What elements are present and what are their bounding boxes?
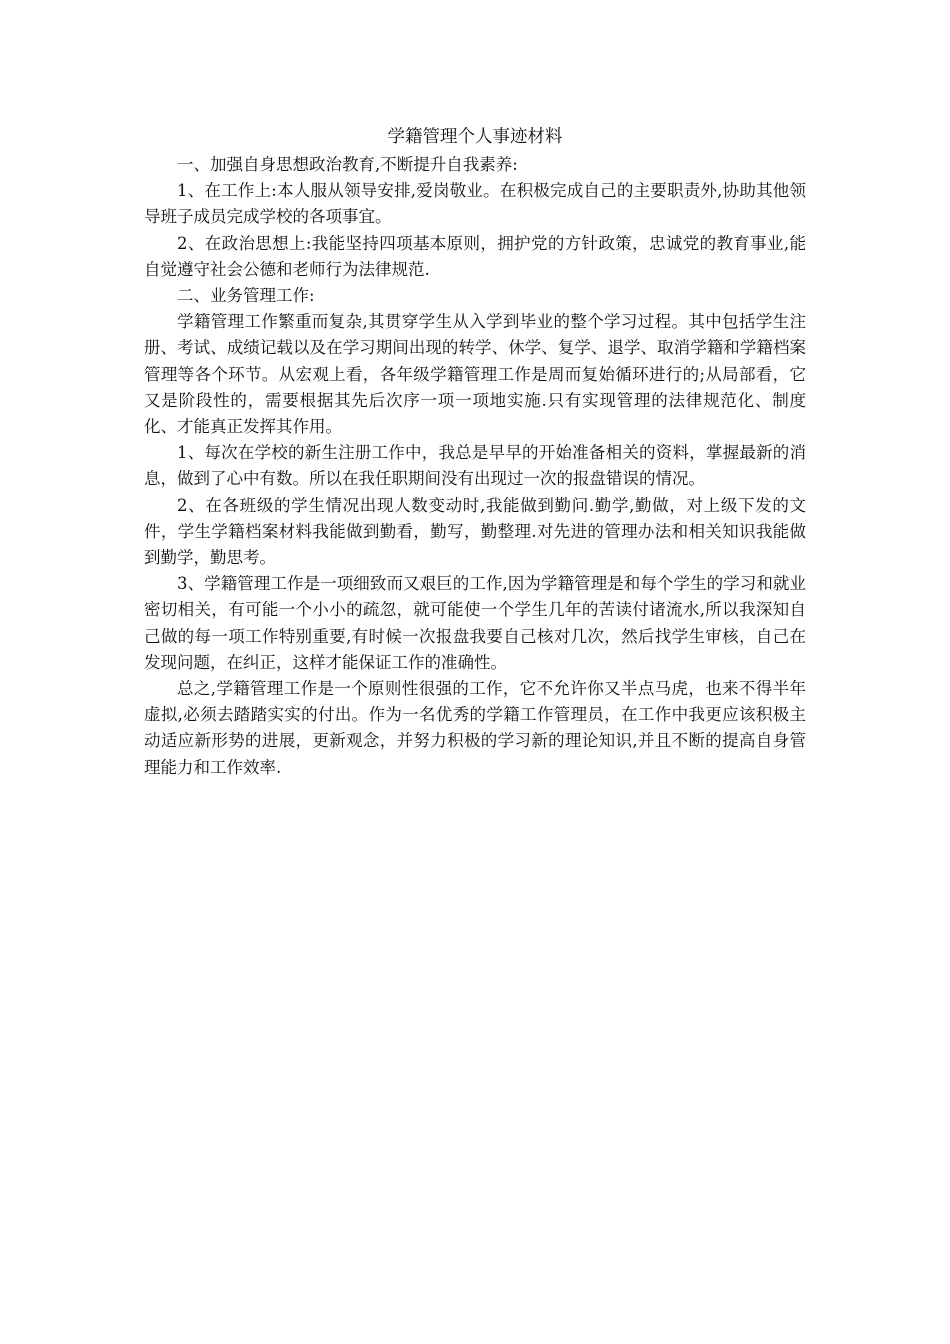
paragraph-section-2-heading: 二、业务管理工作: <box>177 286 315 306</box>
paragraph-conclusion: 总之,学籍管理工作是一个原则性很强的工作，它不允许你又半点马虎，也来不得半年虚拟,必须去踏踏实实的付出。作为一名优秀的学籍工作管理员，在工作中我更应该积极主动适应新形势的进展，更新观念，并努力积极的学习新的理论知识,并且不断的提高自身管理能力和工作效率. <box>144 679 806 777</box>
paragraph-management-overview: 学籍管理工作繁重而复杂,其贯穿学生从入学到毕业的整个学习过程。其中包括学生注册、考试、成绩记载以及在学习期间出现的转学、休学、复学、退学、取消学籍和学籍档案管理等各个环节。从宏观上看，各年级学籍管理工作是周而复始循环进行的;从局部看，它又是阶段性的，需要根据其先后次序一项一项地实施.只有实现管理的法律规范化、制度化、才能真正发挥其作用。 <box>144 312 806 437</box>
document-title: 学籍管理个人事迹材料 <box>387 127 563 147</box>
paragraph-work-attitude: 1、在工作上:本人服从领导安排,爱岗敬业。在积极完成自己的主要职责外,协助其他领导班子成员完成学校的各项事宜。 <box>144 181 806 227</box>
paragraph-political-thought: 2、在政治思想上:我能坚持四项基本原则，拥护党的方针政策，忠诚党的教育事业,能自觉遵守社会公德和老师行为法律规范. <box>144 233 806 279</box>
paragraph-class-changes: 2、在各班级的学生情况出现人数变动时,我能做到勤问.勤学,勤做，对上级下发的文件，学生学籍档案材料我能做到勤看，勤写，勤整理.对先进的管理办法和相关知识我能做到勤学，勤思考。 <box>144 495 806 568</box>
document-page <box>144 122 806 781</box>
paragraph-registration: 1、每次在学校的新生注册工作中，我总是早早的开始准备相关的资料，掌握最新的消息，做到了心中有数。所以在我任职期间没有出现过一次的报盘错误的情况。 <box>144 443 806 489</box>
paragraph-detail-work: 3、学籍管理工作是一项细致而又艰巨的工作,因为学籍管理是和每个学生的学习和就业密切相关，有可能一个小小的疏忽，就可能使一个学生几年的苦读付诸流水,所以我深知自己做的每一项工作特别重要,有时候一次报盘我要自己核对几次，然后找学生审核，自己在发现问题，在纠正，这样才能保证工作的准确性。 <box>144 574 806 672</box>
paragraph-section-1-heading: 一、加强自身思想政治教育,不断提升自我素养: <box>177 155 518 174</box>
